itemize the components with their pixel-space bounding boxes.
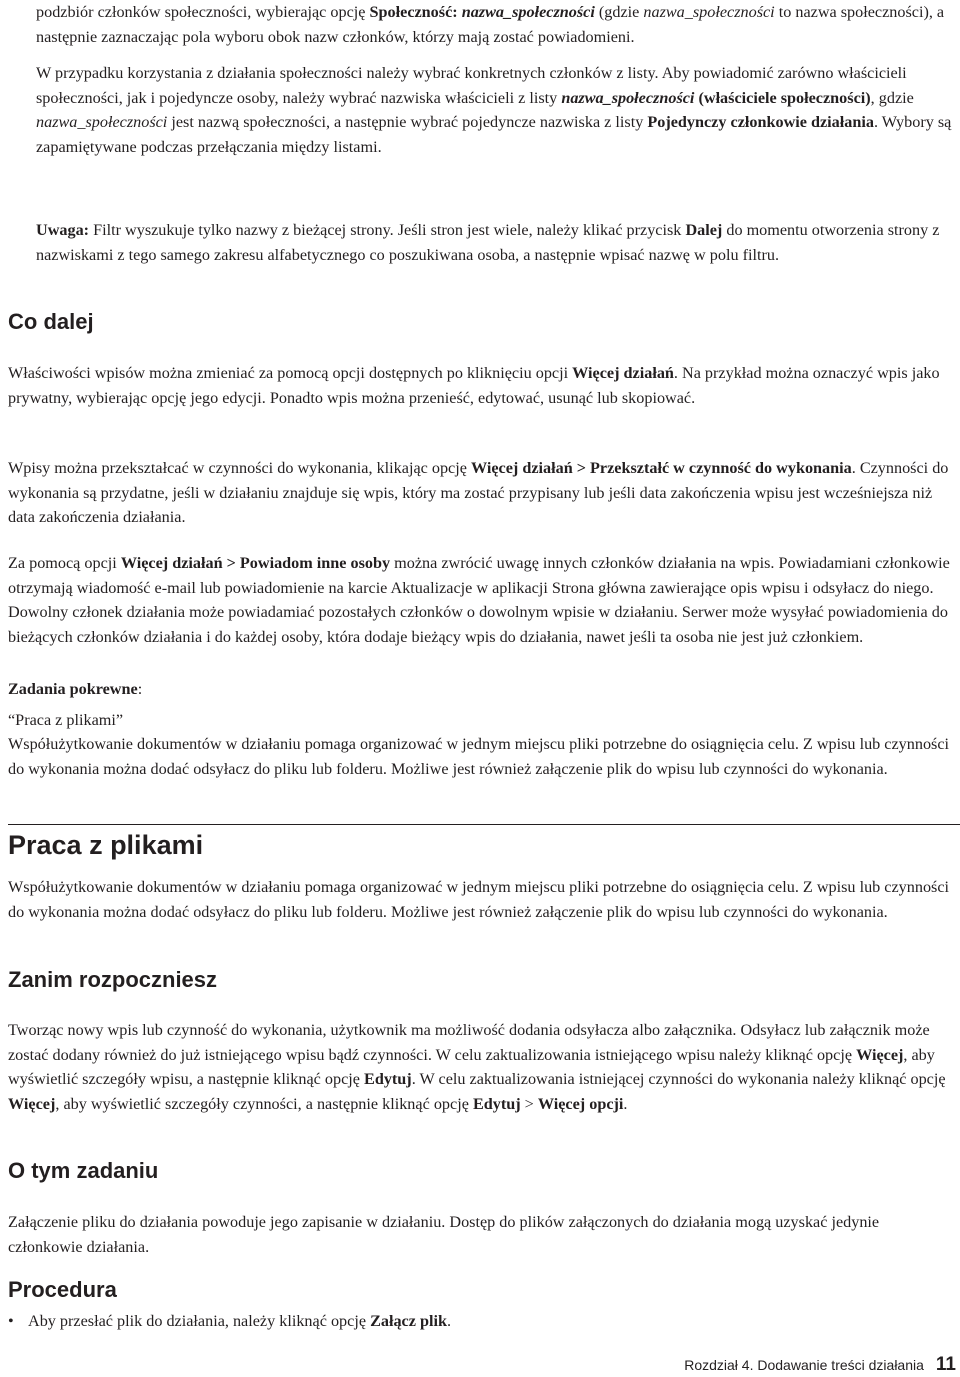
intro-paragraph-1: podzbiór członków społeczności, wybierając opcję Społeczność: nazwa_społeczności (gdzie nazwa_społeczności to nazwa społeczności), a następnie zaznaczając pola wyboru obok nazw członków, którzy mają zostać powiadomieni. [36,3,945,46]
note-paragraph: Uwaga: Filtr wyszukuje tylko nazwy z bieżącej strony. Jeśli stron jest wiele, należy klikać przycisk Dalej do momentu otworzenia strony z nazwiskami z tego samego zakresu alfabetycznego co poszukiwana osoba, a następnie wpisać nazwę w polu filtru. [36,221,940,264]
bullet-icon: • [8,1312,14,1330]
o-tym-paragraph: Załączenie pliku do działania powoduje jego zapisanie w działaniu. Dostęp do plików załączonych do działania mogą uzyskać jedynie członkowie działania. [8,1213,880,1256]
praca-paragraph: Współużytkowanie dokumentów w działaniu pomaga organizować w jednym miejscu pliki potrzebne do osiągnięcia celu. Z wpisu lub czynności do wykonania można dodać odsyłacz do pliku lub folderu. Możliwe jest również załączenie plik do wpisu lub czynności do wykonania. [8,878,950,921]
page-footer [684,1355,956,1375]
chapter-title: Rozdział 4. Dodawanie treści działania [684,1357,924,1373]
heading-procedura: Procedura [8,1277,117,1302]
related-tasks-label: Zadania pokrewne: [8,680,143,698]
note-label: Uwaga: [36,221,90,239]
co-dalej-paragraph-3: Za pomocą opcji Więcej działań > Powiadom inne osoby można zwrócić uwagę innych członków działania na wpis. Powiadamiani członkowie otrzymają wiadomość e-mail lub powiadomienie na karcie Aktualizacje w aplikacji Strona główna zawierające opis wpisu i odsyłacz do niego. Dowolny członek działania może powiadamiać pozostałych członków o dowolnym wpisie w działaniu. Serwer może wysyłać powiadomienia do bieżących członków działania i do każdej osoby, która dodaje bieżący wpis do działania, nawet jeśli ta osoba nie jest już członkiem. [8,554,950,646]
section-divider [8,824,960,825]
heading-o-tym-zadaniu: O tym zadaniu [8,1158,159,1183]
zanim-paragraph: Tworząc nowy wpis lub czynność do wykonania, użytkownik ma możliwość dodania odsyłacza albo załącznika. Odsyłacz lub załącznik może zostać dodany również do już istniejącego wpisu bądź czynności. W celu zaktualizowania istniejącego wpisu należy kliknąć opcję Więcej, aby wyświetlić szczegóły wpisu, a następnie kliknąć opcję Edytuj. W celu zaktualizowania istniejącej czynności do wykonania należy kliknąć opcję Więcej, aby wyświetlić szczegóły czynności, a następnie kliknąć opcję Edytuj > Więcej opcji. [8,1021,946,1113]
heading-co-dalej: Co dalej [8,309,94,334]
heading-praca-z-plikami: Praca z plikami [8,830,204,860]
related-task-description: Współużytkowanie dokumentów w działaniu pomaga organizować w jednym miejscu pliki potrzebne do osiągnięcia celu. Z wpisu lub czynności do wykonania można dodać odsyłacz do pliku lub folderu. Możliwe jest również załączenie plik do wpisu lub czynności do wykonania. [8,735,950,778]
intro-paragraph-2: W przypadku korzystania z działania społeczności należy wybrać konkretnych członków z listy. Aby powiadomić zarówno właścicieli społeczności, jak i pojedyncze osoby, należy wybrać nazwiska właścicieli z listy nazwa_społeczności (właściciele społeczności), gdzie nazwa_społeczności jest nazwą społeczności, a następnie wybrać pojedyncze nazwiska z listy Pojedynczy członkowie działania. Wybory są zapamiętywane podczas przełączania między listami. [36,64,952,156]
heading-zanim-rozpoczniesz: Zanim rozpoczniesz [8,967,218,992]
page-number: 11 [935,1354,956,1375]
co-dalej-paragraph-2: Wpisy można przekształcać w czynności do wykonania, klikając opcję Więcej działań > Przekształć w czynność do wykonania. Czynności do wykonania są przydatne, jeśli w działaniu znajduje się wpis, który ma zostać przypisany lub jeśli data zakończenia wpisu jest wcześniejsza niż data zakończenia działania. [8,459,949,526]
co-dalej-paragraph-1: Właściwości wpisów można zmieniać za pomocą opcji dostępnych po kliknięciu opcji Więcej działań. Na przykład można oznaczyć wpis jako prywatny, wybierając opcję jego edycji. Ponadto wpis można przenieść, edytować, usunąć lub skopiować. [8,364,940,407]
related-task-link[interactable]: “Praca z plikami” [8,711,124,729]
procedura-list-item: • Aby przesłać plik do działania, należy kliknąć opcję Załącz plik. [8,1309,956,1334]
